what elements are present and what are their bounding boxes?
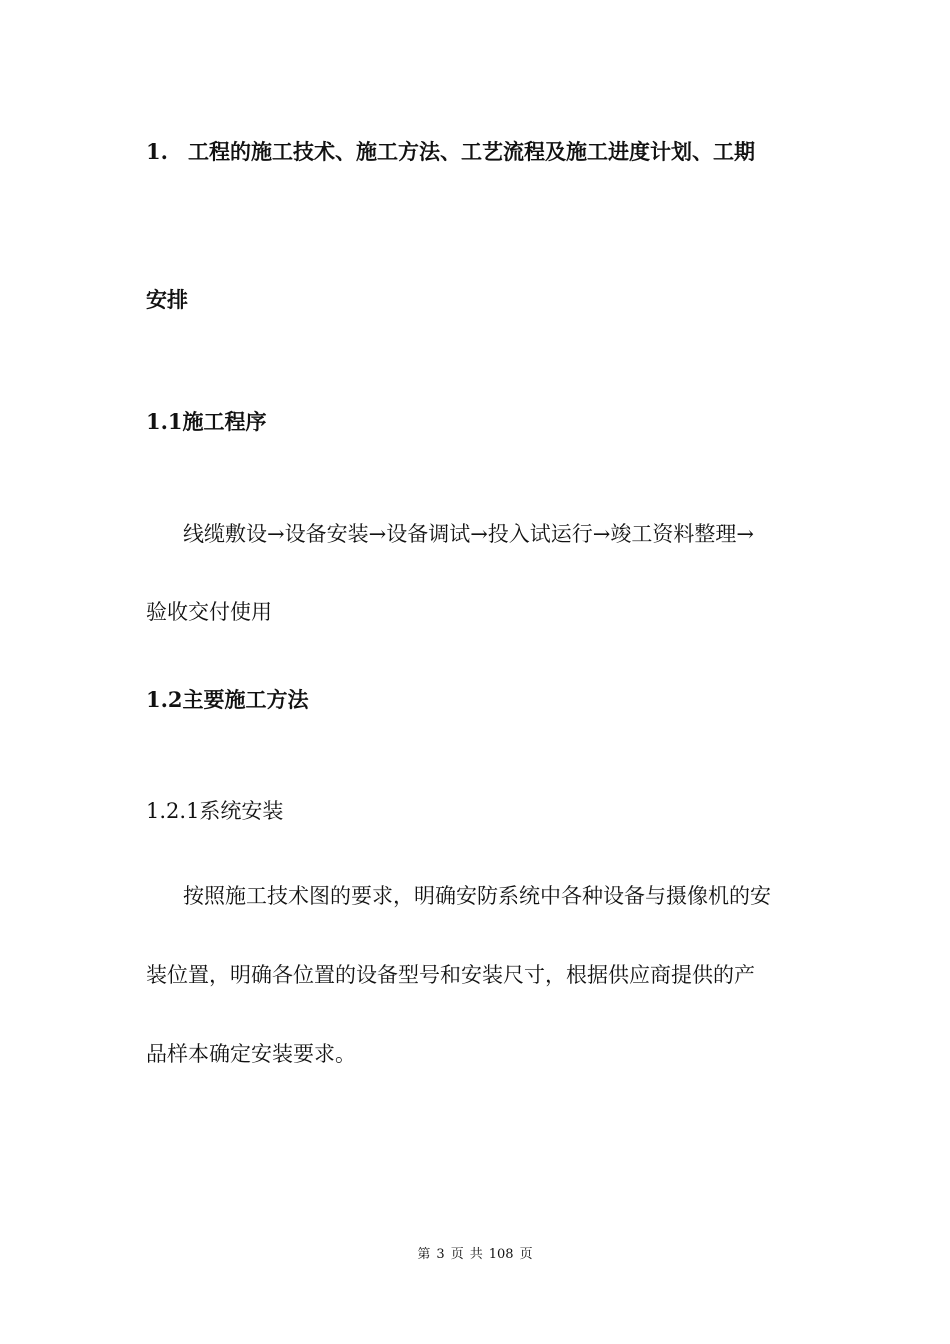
page-footer xyxy=(0,1246,950,1264)
footer-current-page: 3 xyxy=(436,1247,445,1262)
heading-1-text-line1: 工程的施工技术、施工方法、工艺流程及施工进度计划、工期 xyxy=(188,139,755,164)
heading-1 xyxy=(146,138,755,166)
footer-prefix: 第 xyxy=(417,1247,431,1262)
footer-total-pages: 108 xyxy=(488,1247,514,1262)
section-1-2-title: 1.2主要施工方法 xyxy=(146,687,309,712)
heading-1-text-line2: 安排 xyxy=(146,287,188,312)
section-1-2-1-paragraph-line2: 装位置，明确各位置的设备型号和安装尺寸，根据供应商提供的产 xyxy=(146,963,755,987)
footer-total-word: 共 xyxy=(469,1247,483,1262)
section-1-2-1-paragraph-line3: 品样本确定安装要求。 xyxy=(146,1042,356,1066)
footer-suffix: 页 xyxy=(519,1247,533,1262)
section-1-1-title: 1.1施工程序 xyxy=(146,409,267,434)
heading-1-number: 1. xyxy=(146,139,168,164)
section-1-1-paragraph-line1: 线缆敷设→设备安装→设备调试→投入试运行→竣工资料整理→ xyxy=(183,522,754,546)
section-1-1-paragraph-line2: 验收交付使用 xyxy=(146,600,272,624)
section-1-2-1-paragraph-line1: 按照施工技术图的要求，明确安防系统中各种设备与摄像机的安 xyxy=(183,884,771,908)
footer-page-word: 页 xyxy=(450,1247,464,1262)
section-1-2-1-title: 1.2.1系统安装 xyxy=(146,799,284,823)
